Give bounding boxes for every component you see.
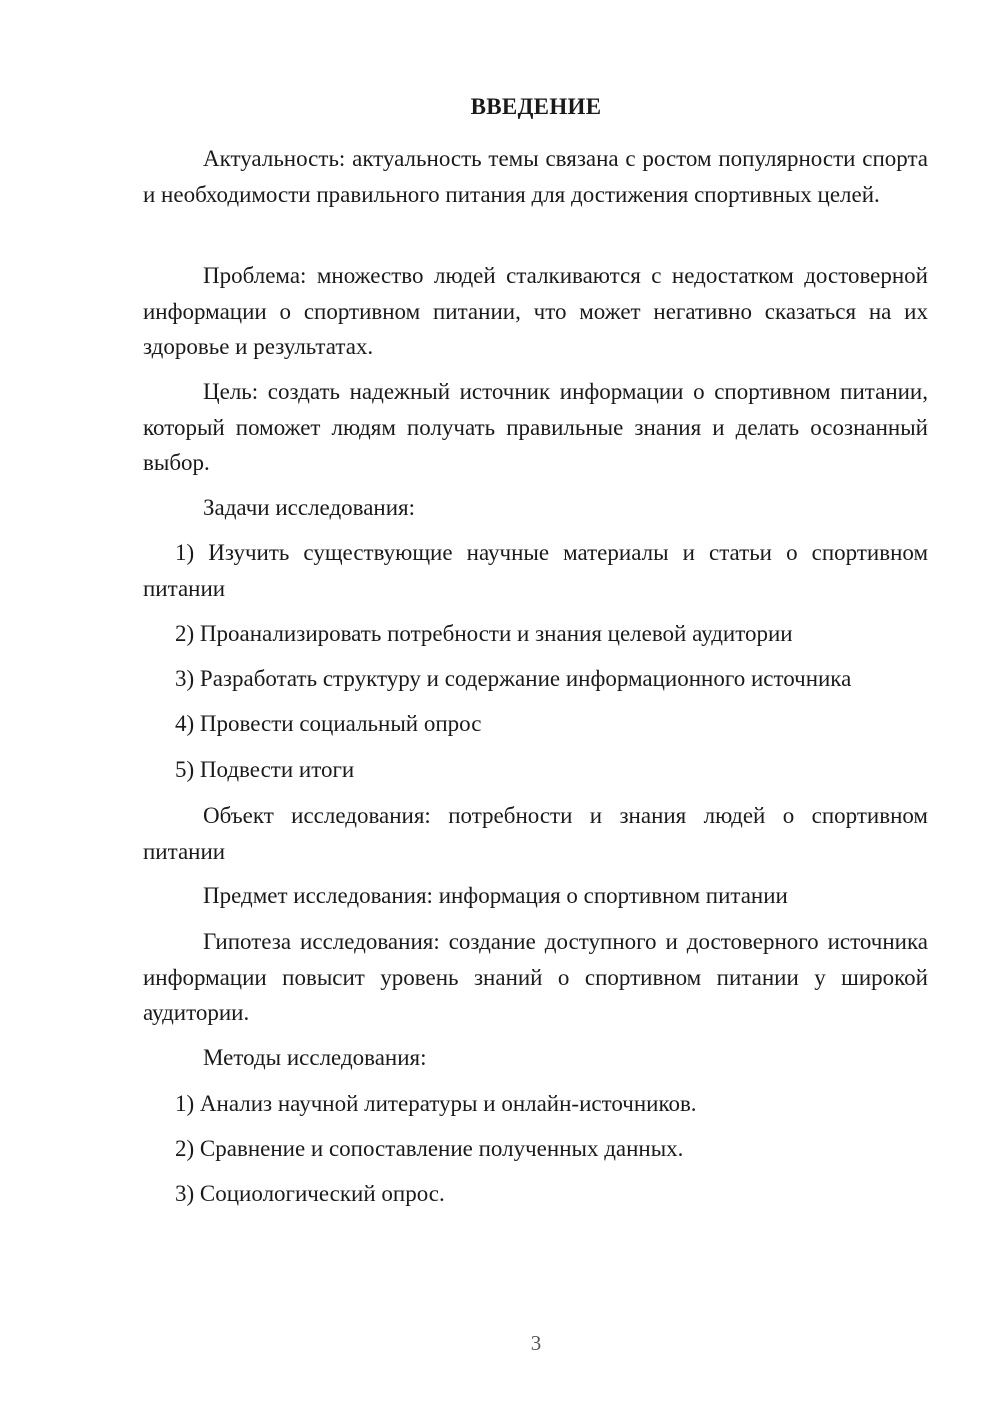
paragraph-relevance: Актуальность: актуальность темы связана с ростом популярности спорта и необходимости правильного питания для достижения спортивных целей. xyxy=(143,146,928,207)
task-item: 2) Проанализировать потребности и знания целевой аудитории xyxy=(175,621,793,646)
paragraph-goal: Цель: создать надежный источник информации о спортивном питании, который поможет людям получать правильные знания и делать осознанный выбор. xyxy=(143,379,928,475)
page-number: 3 xyxy=(530,1331,542,1355)
task-item: 3) Разработать структуру и содержание информационного источника xyxy=(175,666,852,691)
method-item: 1) Анализ научной литературы и онлайн-источников. xyxy=(175,1091,697,1116)
task-item: 4) Провести социальный опрос xyxy=(175,711,482,736)
method-item: 3) Социологический опрос. xyxy=(175,1181,445,1206)
paragraph-subject: Предмет исследования: информация о спортивном питании xyxy=(203,883,788,908)
task-item: 1) Изучить существующие научные материалы и статьи о спортивном питании xyxy=(143,540,928,601)
paragraph-problem: Проблема: множество людей сталкиваются с недостатком достоверной информации о спортивном питании, что может негативно сказаться на их здоровье и результатах. xyxy=(143,263,928,359)
task-item: 5) Подвести итоги xyxy=(175,757,355,782)
tasks-title: Задачи исследования: xyxy=(203,495,416,520)
methods-title: Методы исследования: xyxy=(203,1045,427,1070)
method-item: 2) Сравнение и сопоставление полученных данных. xyxy=(175,1136,684,1161)
paragraph-hypothesis: Гипотеза исследования: создание доступного и достоверного источника информации повысит уровень знаний о спортивном питании у широкой аудитории. xyxy=(143,929,928,1025)
page-title: ВВЕДЕНИЕ xyxy=(470,94,602,119)
paragraph-object: Объект исследования: потребности и знания людей о спортивном питании xyxy=(143,803,928,864)
